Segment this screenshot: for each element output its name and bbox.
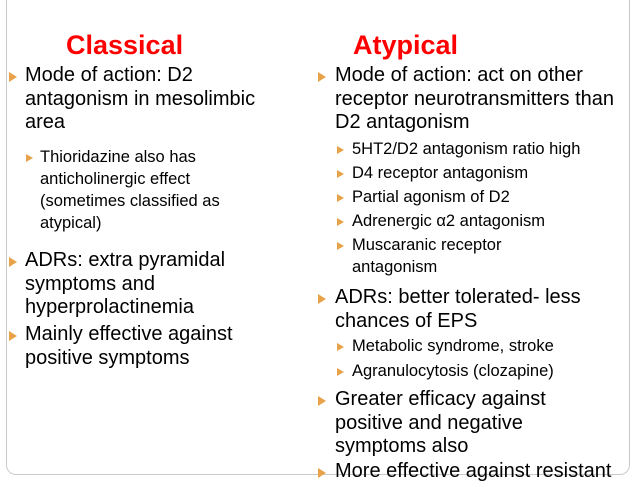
list-item: D4 receptor antagonism [352,164,529,182]
list-item: Greater efficacy against positive and negative symptoms also [335,388,546,457]
bullet-icon [337,368,344,376]
bullet-icon [318,294,326,304]
list-item: ADRs: extra pyramidal symptoms and hyperprolactinemia [25,249,226,318]
atypical-column-title: Atypical [353,30,459,60]
list-item: More effective against resistant [335,460,612,482]
bullet-icon [337,242,344,250]
list-item: Agranulocytosis (clozapine) [352,362,554,380]
list-item: Mainly effective against positive symptoms [25,323,233,369]
bullet-icon [318,396,326,406]
bullet-icon [9,331,17,341]
bullet-icon [337,343,344,351]
classical-column-title: Classical [66,30,184,60]
bullet-icon [337,218,344,226]
bullet-icon [337,194,344,202]
bullet-icon [26,154,33,162]
list-item: Thioridazine also has anticholinergic effect (sometimes classified as atypical) [40,148,220,232]
bullet-icon [337,146,344,154]
bullet-icon [318,72,326,82]
bullet-icon [318,468,326,478]
list-item: Mode of action: act on other receptor neurotransmitters than D2 antagonism [335,64,615,133]
list-item: Metabolic syndrome, stroke [352,337,554,355]
bullet-icon [337,170,344,178]
bullet-icon [9,72,17,82]
bullet-icon [9,257,17,267]
list-item: Mode of action: D2 antagonism in mesolimbic area [25,64,256,133]
list-item: Partial agonism of D2 [352,188,510,206]
list-item: 5HT2/D2 antagonism ratio high [352,140,581,158]
list-item: Muscaranic receptor antagonism [352,236,502,276]
list-item: Adrenergic α2 antagonism [352,212,545,230]
list-item: ADRs: better tolerated- less chances of EPS [335,286,581,332]
